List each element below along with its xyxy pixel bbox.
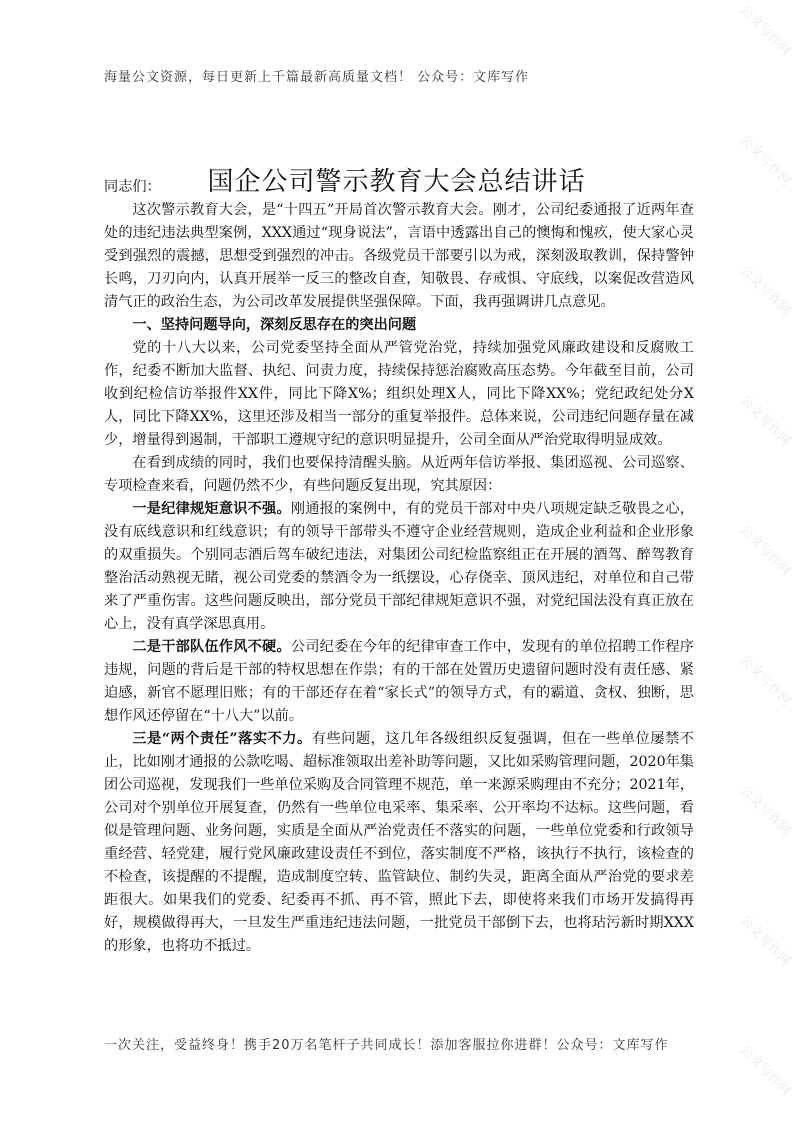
point-text: 有些问题，这几年各级组织反复强调，但在一些单位屡禁不止，比如刚才通报的公款吃喝、超标准领取出差补助等问题，又比如采购管理问题，2020年集团公司巡视，发现我们一些单位采购及合同管理不规范，单一来源采购理由不充分；2021年，公司对个别单位开展复查，仍然有一些单位电采率、集采率、公开率均不达标。这些问题，看似是管理问题、业务问题，实质是全面从严治党责任不落实的问题，一些单位党委和行政领导重经营、轻党建，履行党风廉政建设责任不到位，落实制度不严格，该执行不执行，该检查的不检查，该提醒的不提醒，造成制度空转、监管缺位、制约失灵，距离全面从严治党的要求差距很大。如果我们的党委、纪委再不抓、再不管，照此下去，即使将来我们市场开发搞得再好，规模做得再大，一旦发生严重违纪违法问题，一批党员干部倒下去，也将玷污新时期XXX的形象，也将功不抵过。 xyxy=(104,731,694,954)
point-paragraph xyxy=(104,636,694,728)
point-text: 刚通报的案例中，有的党员干部对中央八项规定缺乏敬畏之心，没有底线意识和红线意识；有的领导干部带头不遵守企业经营规则，造成企业利益和企业形象的双重损失。个别同志酒后驾车破纪违法，对集团公司纪检监察组正在开展的酒驾、醉驾教育整治活动熟视无睹，视公司党委的禁酒令为一纸摆设，心存侥幸、顶风违纪，对单位和自己带来了严重伤害。这些问题反映出，部分党员干部纪律规矩意识不强，对党纪国法没有真正放在心上，没有真学深思真用。 xyxy=(104,501,694,632)
watermark: 公文写作网 xyxy=(736,132,793,190)
watermark: 公文写作网 xyxy=(736,2,793,60)
salutation: 同志们： xyxy=(104,179,161,195)
intro-paragraph: 这次警示教育大会，是“十四五”开局首次警示教育大会。刚才，公司纪委通报了近两年查处的违纪违法典型案例，XXX通过“现身说法”，言语中透露出自己的懊悔和愧疚，使大家心灵受到强烈的震撼，思想受到强烈的冲击。各级党员干部要引以为戒，深刻汲取教训，保持警钟长鸣，刀刃向内，认真开展举一反三的整改自查，知敬畏、存戒惧、守底线，以案促改营造风清气正的政治生态，为公司改革发展提供坚强保障。下面，我再强调讲几点意见。 xyxy=(104,202,694,310)
paragraph: 在看到成绩的同时，我们也要保持清醒头脑。从近两年信访举报、集团巡视、公司巡察、专项检查来看，问题仍然不少，有些问题反复出现，究其原因： xyxy=(104,455,694,494)
watermark: 公文写作网 xyxy=(736,912,793,970)
point-text: 公司纪委在今年的纪律审查工作中，发现有的单位招聘工作程序违规，问题的背后是干部的特权思想在作祟；有的干部在处置历史遗留问题时没有责任感、紧迫感，新官不愿理旧账；有的干部还存在着“家长式”的领导方式，有的霸道、贪权、独断，思想作风还停留在“十八大”以前。 xyxy=(104,639,694,724)
document-body xyxy=(104,176,694,958)
paragraph: 党的十八大以来，公司党委坚持全面从严管党治党，持续加强党风廉政建设和反腐败工作，纪委不断加大监督、执纪、问责力度，持续保持惩治腐败高压态势。今年截至目前，公司收到纪检信访举报件XX件，同比下降X%；组织处理X人，同比下降XX%；党纪政纪处分X人，同比下降XX%，这里还涉及相当一部分的重复举报件。总体来说，公司违纪问题存量在减少，增量得到遏制，干部职工遵规守纪的意识明显提升，公司全面从严治党取得明显成效。 xyxy=(104,340,694,448)
page-title: 国企公司警示教育大会总结讲话 xyxy=(207,167,586,198)
watermark: 公文写作网 xyxy=(736,1042,793,1100)
point-paragraph xyxy=(104,498,694,636)
watermark: 公文写作网 xyxy=(736,522,793,580)
section-heading: 一、坚持问题导向，深刻反思存在的突出问题 xyxy=(132,317,417,333)
footer-note: 一次关注，受益终身！携手20万名笔杆子共同成长！添加客服拉你进群！公众号：文库写作 xyxy=(104,1038,669,1053)
header-note: 海量公文资源，每日更新上千篇最新高质量文档！ 公众号：文库写作 xyxy=(104,70,530,85)
point-lead: 一是纪律规矩意识不强。 xyxy=(132,501,291,517)
point-paragraph xyxy=(104,728,694,958)
point-lead: 三是“两个责任”落实不力。 xyxy=(132,731,312,747)
watermark: 公文写作网 xyxy=(736,782,793,840)
watermark: 公文写作网 xyxy=(736,392,793,450)
watermark: 公文写作网 xyxy=(736,262,793,320)
watermark: 公文写作网 xyxy=(736,652,793,710)
point-lead: 二是干部队伍作风不硬。 xyxy=(132,639,291,655)
